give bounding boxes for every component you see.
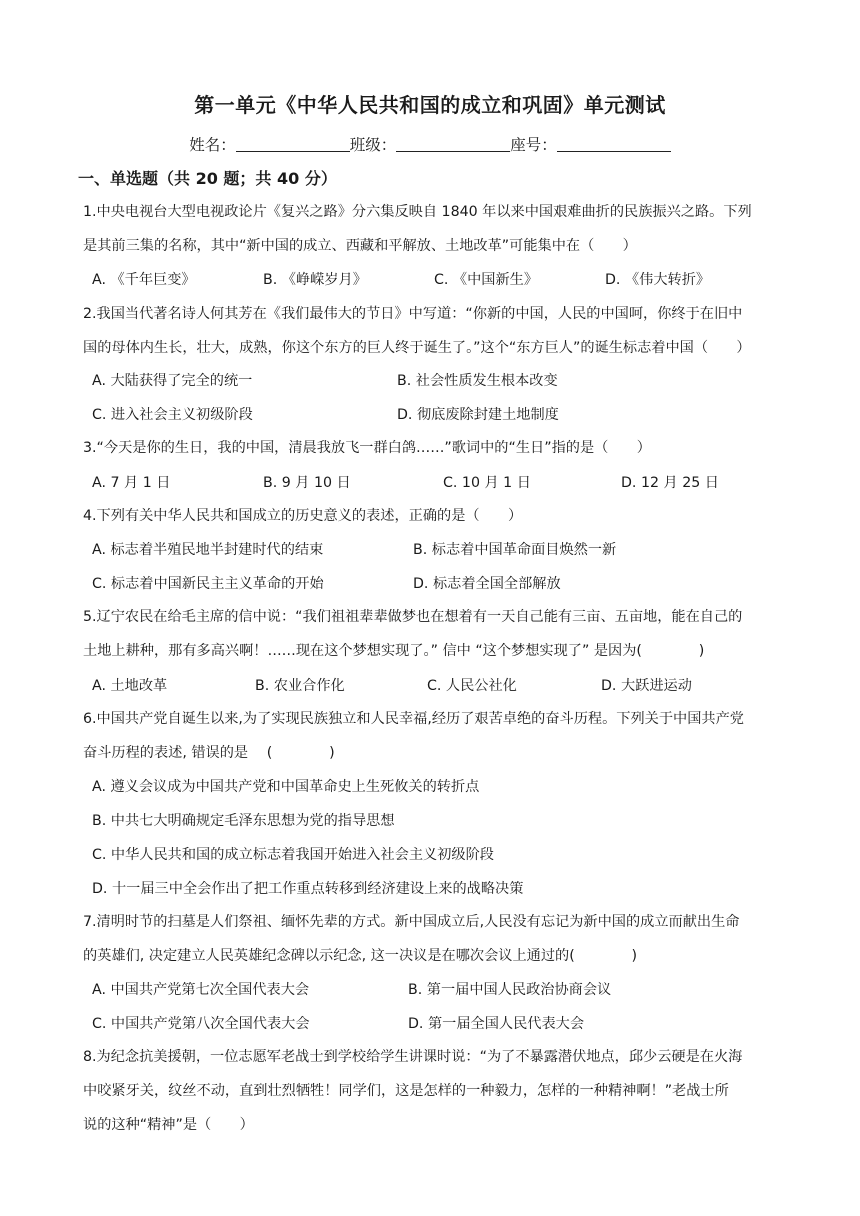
question-text-line: 2.我国当代著名诗人何其芳在《我们最伟大的节日》中写道：“你新的中国，人民的中国呵，你终于在旧中 (83, 306, 743, 322)
question-3 (83, 431, 783, 465)
seat-blank[interactable] (557, 137, 671, 152)
option-b[interactable]: B. 中共七大明确规定毛泽东思想为党的指导思想 (92, 813, 395, 829)
option-a[interactable]: A. 中国共产党第七次全国代表大会 (92, 982, 310, 998)
option-d[interactable]: D. 《伟大转折》 (605, 272, 711, 288)
option-c[interactable]: C. 《中国新生》 (434, 272, 539, 288)
option-c[interactable]: C. 10 月 1 日 (443, 475, 531, 491)
class-label: 班级： (349, 136, 397, 154)
name-label: 姓名： (189, 136, 236, 154)
option-b[interactable]: B. 社会性质发生根本改变 (397, 373, 558, 389)
option-b[interactable]: B. 农业合作化 (255, 678, 345, 694)
question-1 (83, 195, 783, 263)
seat-label: 座号： (510, 136, 557, 154)
option-d[interactable]: D. 12 月 25 日 (621, 475, 719, 491)
option-a[interactable]: A. 遵义会议成为中国共产党和中国革命史上生死攸关的转折点 (92, 779, 480, 795)
option-b[interactable]: B. 《峥嵘岁月》 (263, 272, 367, 288)
class-blank[interactable] (396, 137, 510, 152)
question-8 (83, 1040, 783, 1142)
option-a[interactable]: A. 标志着半殖民地半封建时代的结束 (92, 542, 324, 558)
option-b[interactable]: B. 9 月 10 日 (263, 475, 351, 491)
option-d[interactable]: D. 标志着全国全部解放 (413, 576, 561, 592)
question-2 (83, 297, 783, 365)
option-c[interactable]: C. 中华人民共和国的成立标志着我国开始进入社会主义初级阶段 (92, 847, 494, 863)
option-d[interactable]: D. 第一届全国人民代表大会 (408, 1016, 585, 1032)
question-text-line: 8.为纪念抗美援朝，一位志愿军老战士到学校给学生讲课时说：“为了不暴露潜伏地点，邱少云硬是在火海 (83, 1049, 743, 1065)
question-4 (83, 499, 783, 533)
option-a[interactable]: A. 大陆获得了完全的统一 (92, 373, 253, 389)
page-title: 第一单元《中华人民共和国的成立和巩固》单元测试 (194, 93, 666, 117)
option-c[interactable]: C. 人民公社化 (427, 678, 517, 694)
question-text-line: 土地上耕种，那有多高兴啊！……现在这个梦想实现了。” 信中 “这个梦想实现了” 是因为( ) (83, 643, 705, 659)
option-a[interactable]: A. 《千年巨变》 (92, 272, 196, 288)
option-d[interactable]: D. 大跃进运动 (601, 678, 692, 694)
question-5 (83, 600, 783, 668)
question-text-line: 中咬紧牙关，纹丝不动，直到壮烈牺牲！同学们，这是怎样的一种毅力，怎样的一种精神啊！”老战士所 (83, 1083, 729, 1099)
question-text-line: 奋斗历程的表述, 错误的是 ( ) (83, 745, 335, 761)
option-d[interactable]: D. 彻底废除封建土地制度 (397, 407, 559, 423)
option-b[interactable]: B. 第一届中国人民政治协商会议 (408, 982, 612, 998)
section-heading: 一、单选题（共 20 题；共 40 分） (78, 169, 337, 188)
question-text-line: 4.下列有关中华人民共和国成立的历史意义的表述，正确的是（ ） (83, 508, 523, 524)
option-a[interactable]: A. 土地改革 (92, 678, 168, 694)
question-text-line: 国的母体内生长，壮大，成熟，你这个东方的巨人终于诞生了。”这个“东方巨人”的诞生标志着中国（ ） (83, 340, 751, 356)
question-text-line: 5.辽宁农民在给毛主席的信中说：“我们祖祖辈辈做梦也在想着有一天自己能有三亩、五亩地，能在自己的 (83, 609, 743, 625)
option-b[interactable]: B. 标志着中国革命面目焕然一新 (413, 542, 617, 558)
option-a[interactable]: A. 7 月 1 日 (92, 475, 171, 491)
question-text-line: 6.中国共产党自诞生以来,为了实现民族独立和人民幸福,经历了艰苦卓绝的奋斗历程。下列关于中国共产党 (83, 711, 744, 727)
question-text-line: 1.中央电视台大型电视政论片《复兴之路》分六集反映自 1840 年以来中国艰难曲折的民族振兴之路。下列 (83, 204, 752, 220)
question-text-line: 是其前三集的名称，其中“新中国的成立、西藏和平解放、土地改革”可能集中在（ ） (83, 238, 637, 254)
question-7 (83, 905, 783, 973)
option-d[interactable]: D. 十一届三中全会作出了把工作重点转移到经济建设上来的战略决策 (92, 881, 524, 897)
question-text-line: 3.“今天是你的生日，我的中国，清晨我放飞一群白鸽……”歌词中的“生日”指的是（ ） (83, 440, 651, 456)
question-text-line: 的英雄们, 决定建立人民英雄纪念碑以示纪念, 这一决议是在哪次会议上通过的( ) (83, 948, 638, 964)
question-text-line: 说的这种“精神”是（ ） (83, 1117, 254, 1133)
name-blank[interactable] (236, 137, 350, 152)
option-c[interactable]: C. 标志着中国新民主主义革命的开始 (92, 576, 324, 592)
student-info-line (0, 133, 860, 155)
option-c[interactable]: C. 进入社会主义初级阶段 (92, 407, 253, 423)
option-c[interactable]: C. 中国共产党第八次全国代表大会 (92, 1016, 310, 1032)
question-6 (83, 702, 783, 770)
question-text-line: 7.清明时节的扫墓是人们祭祖、缅怀先辈的方式。新中国成立后,人民没有忘记为新中国的成立而献出生命 (83, 914, 740, 930)
